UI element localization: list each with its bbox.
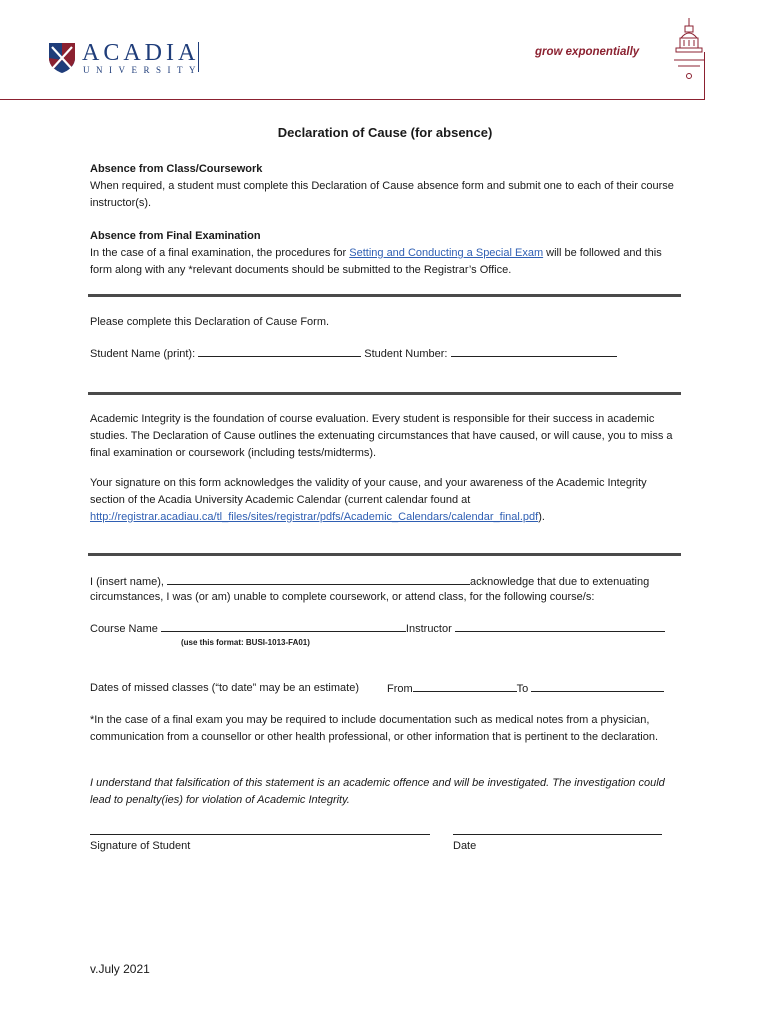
- final-exam-note: *In the case of a final exam you may be required to include documentation such as medical notes from a physician, communication from a counsellor or other health professional, or other information that is pertinent to the declaration.: [90, 714, 659, 743]
- student-number-field[interactable]: [451, 345, 617, 357]
- university-hall-icon: [672, 16, 706, 80]
- header-vertical-rule: [704, 52, 705, 100]
- insert-name-field[interactable]: [167, 573, 470, 585]
- dates-label: Dates of missed classes (“to date” may be an estimate): [90, 682, 359, 694]
- student-name-label: Student Name (print):: [90, 348, 199, 360]
- student-signature-label: Signature of Student: [90, 840, 191, 852]
- exam-absence-text: In the case of a final examination, the procedures for Setting and Conducting a Special Exam will be followed and this form along with any *relevant documents should be submitted to the Registrar’s Office.: [90, 247, 662, 276]
- integrity-para-1: Academic Integrity is the foundation of course evaluation. Every student is responsible for their success in academic studies. The Declaration of Cause outlines the extenuating circumstances that have caused, or will cause, you to miss a final examination or coursework (including tests/midterms).: [90, 413, 673, 459]
- form-intro: Please complete this Declaration of Cause Form.: [90, 316, 330, 328]
- class-absence-heading: Absence from Class/Coursework: [90, 163, 263, 175]
- date-signature-line[interactable]: [453, 834, 662, 835]
- course-name-field[interactable]: [161, 620, 406, 632]
- exam-absence-heading: Absence from Final Examination: [90, 230, 261, 242]
- student-signature-line[interactable]: [90, 834, 430, 835]
- to-date-field[interactable]: [531, 680, 664, 692]
- falsification-statement: I understand that falsification of this statement is an academic offence and will be investigated. The investigation could lead to penalty(ies) for violation of Academic Integrity.: [90, 777, 665, 806]
- class-absence-text: When required, a student must complete this Declaration of Cause absence form and submit one to each of their course instructor(s).: [90, 180, 674, 209]
- logo-divider: [198, 42, 199, 72]
- from-label: From: [387, 683, 413, 695]
- declaration-line-2: circumstances, I was (or am) unable to complete coursework, or attend class, for the following course/s:: [90, 591, 595, 603]
- class-absence-section: [90, 161, 680, 212]
- date-signature-label: Date: [453, 840, 477, 852]
- date-range-row: [387, 680, 664, 698]
- instructor-field[interactable]: [455, 620, 665, 632]
- section-divider: [88, 553, 681, 556]
- course-name-label: Course Name: [90, 623, 161, 635]
- section-divider: [88, 392, 681, 395]
- course-format-hint: (use this format: BUSI-1013-FA01): [181, 638, 310, 647]
- logo-wordmark: ACADIA: [82, 40, 200, 66]
- to-label: To: [516, 683, 532, 695]
- student-name-field[interactable]: [198, 345, 361, 357]
- version-label: v.July 2021: [90, 962, 150, 976]
- course-row: [90, 620, 665, 638]
- integrity-para-2: Your signature on this form acknowledges the validity of your cause, and your awareness of the Academic Integrity section of the Acadia University Academic Calendar (current calendar found at http://registrar.acadiau.ca/tl_files/sites/registrar/pdfs/Academic_Calendars/calendar_final.pdf).: [90, 477, 647, 523]
- instructor-label: Instructor: [405, 623, 455, 635]
- header-rule: [0, 99, 705, 100]
- student-number-label: Student Number:: [361, 348, 451, 360]
- student-info-row: [90, 345, 617, 363]
- logo-subtitle: UNIVERSITY: [83, 65, 202, 75]
- special-exam-link[interactable]: Setting and Conducting a Special Exam: [349, 247, 544, 259]
- from-date-field[interactable]: [413, 680, 517, 692]
- declaration-line-1: I (insert name), acknowledge that due to extenuating: [90, 573, 649, 591]
- acadia-logo: [48, 40, 208, 80]
- academic-calendar-link[interactable]: http://registrar.acadiau.ca/tl_files/sites/registrar/pdfs/Academic_Calendars/calendar_final.pdf: [90, 511, 539, 523]
- exam-absence-section: [90, 228, 680, 279]
- section-divider: [88, 294, 681, 297]
- acadia-shield-icon: [48, 42, 76, 74]
- page-title: Declaration of Cause (for absence): [277, 125, 493, 140]
- dates-row: [90, 680, 359, 697]
- tagline: grow exponentially: [535, 46, 640, 58]
